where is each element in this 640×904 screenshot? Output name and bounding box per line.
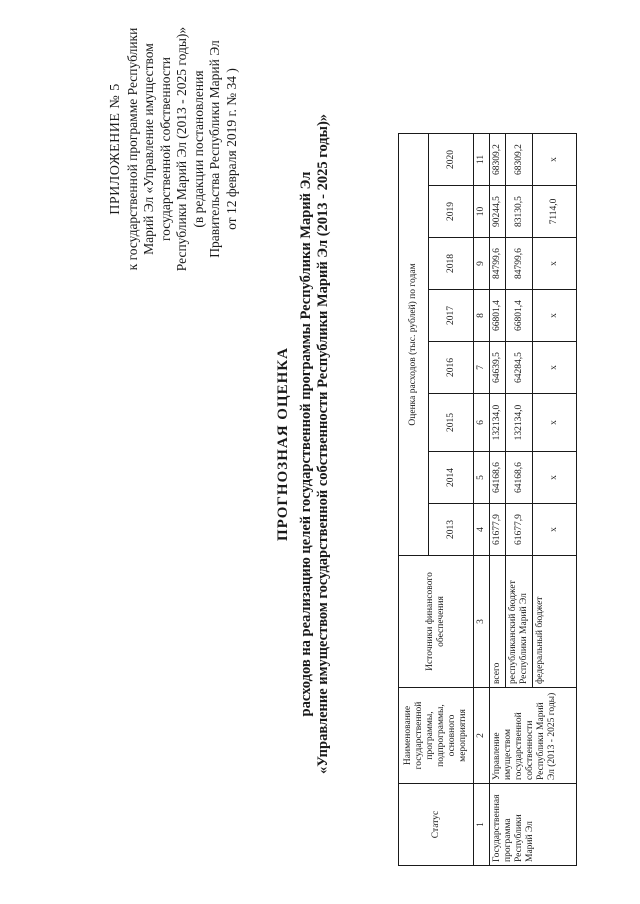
column-index: 2 <box>474 688 490 784</box>
document-heading <box>275 44 332 844</box>
value-cell: 66801,4 <box>490 290 506 342</box>
value-cell: 84799,6 <box>490 238 506 290</box>
value-cell: 64639,5 <box>490 342 506 394</box>
annex-line: Правительства Республики Марий Эл <box>207 40 222 258</box>
value-cell: х <box>533 290 577 342</box>
value-cell: 64168,6 <box>490 452 506 504</box>
value-cell: 61677,9 <box>490 504 506 556</box>
value-cell: 61677,9 <box>506 504 533 556</box>
header-year: 2017 <box>429 290 474 342</box>
annex-line: от 12 февраля 2019 г. № 34 ) <box>223 68 239 230</box>
value-cell: х <box>533 342 577 394</box>
header-funding-source: Источники финансового обеспечения <box>399 556 474 688</box>
column-index: 5 <box>474 452 490 504</box>
value-cell: 64284,5 <box>506 342 533 394</box>
header-year: 2015 <box>429 394 474 452</box>
column-index: 8 <box>474 290 490 342</box>
annex-title: ПРИЛОЖЕНИЕ № 5 <box>108 83 123 215</box>
document-subtitle-line1: расходов на реализацию целей государственной программы Республики Марий Эл <box>298 171 314 717</box>
annex-line: (в редакции постановления <box>190 70 206 228</box>
document-subtitle-line2: «Управление имуществом государственной собственности Республики Марий Эл (2013 - 2025 годы)» <box>315 113 331 775</box>
header-year: 2013 <box>429 504 474 556</box>
column-index: 4 <box>474 504 490 556</box>
header-year: 2016 <box>429 342 474 394</box>
column-index: 7 <box>474 342 490 394</box>
value-cell: 132134,0 <box>490 394 506 452</box>
column-index: 1 <box>474 784 490 866</box>
annex-line: Республики Марий Эл (2013 - 2025 годы)» <box>174 26 189 272</box>
annex-block <box>108 14 240 284</box>
status-cell: Государственная программа Республики Марий Эл <box>490 784 577 866</box>
header-status: Статус <box>399 784 474 866</box>
column-index: 9 <box>474 238 490 290</box>
value-cell: 68309,2 <box>506 134 533 186</box>
value-cell: х <box>533 452 577 504</box>
value-cell: 84799,6 <box>506 238 533 290</box>
annex-line: Марий Эл «Управление имуществом <box>141 43 156 255</box>
value-cell: 90244,5 <box>490 186 506 238</box>
program-name-cell: Управление имуществом государственной собственности Республики Марий Эл (2013 - 2025 годы) <box>490 688 577 784</box>
funding-source-cell: республиканский бюджет Республики Марий Эл <box>506 556 533 688</box>
document-title: ПРОГНОЗНАЯ ОЦЕНКА <box>275 347 291 542</box>
value-cell: х <box>533 394 577 452</box>
value-cell: х <box>533 134 577 186</box>
value-cell: 7114,0 <box>533 186 577 238</box>
value-cell: х <box>533 504 577 556</box>
column-index-row <box>474 134 490 866</box>
header-expense-estimate: Оценка расходов (тыс. рублей) по годам <box>399 134 429 556</box>
header-year: 2014 <box>429 452 474 504</box>
expense-estimate-table <box>398 133 577 866</box>
value-cell: х <box>533 238 577 290</box>
header-year: 2019 <box>429 186 474 238</box>
header-program-name: Наименование государственной программы, подпрограммы, основного мероприятия <box>399 688 474 784</box>
column-index: 10 <box>474 186 490 238</box>
value-cell: 83130,5 <box>506 186 533 238</box>
header-year: 2018 <box>429 238 474 290</box>
annex-line: к государственной программе Республики <box>124 27 140 271</box>
value-cell: 66801,4 <box>506 290 533 342</box>
header-year: 2020 <box>429 134 474 186</box>
funding-source-cell: всего <box>490 556 506 688</box>
column-index: 11 <box>474 134 490 186</box>
value-cell: 132134,0 <box>506 394 533 452</box>
value-cell: 68309,2 <box>490 134 506 186</box>
funding-source-cell: федеральный бюджет <box>533 556 577 688</box>
column-index: 3 <box>474 556 490 688</box>
column-index: 6 <box>474 394 490 452</box>
annex-line: государственной собственности <box>157 56 173 242</box>
value-cell: 64168,6 <box>506 452 533 504</box>
table-row <box>490 134 506 866</box>
